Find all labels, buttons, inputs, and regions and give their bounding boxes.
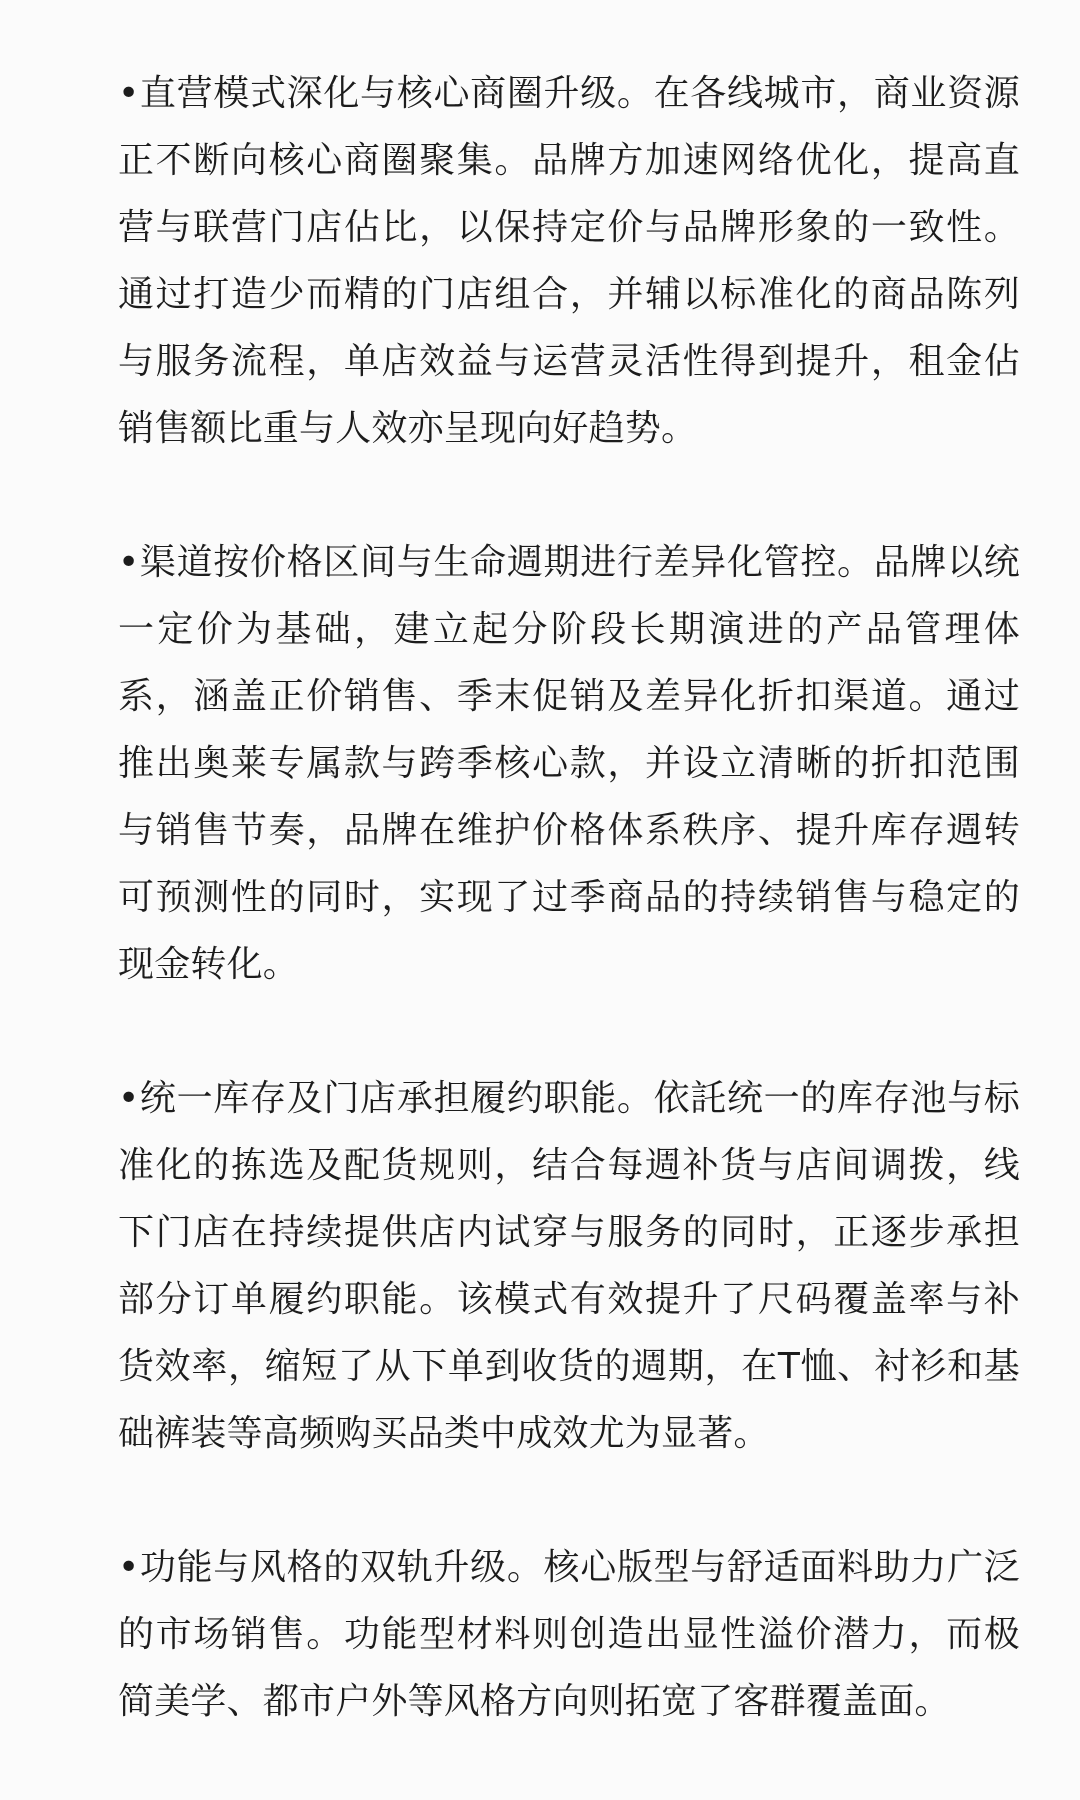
bullet-paragraph-function-style: •功能与风格的双轨升级。核心版型与舒适面料助力广泛的市场销售。功能型材料则创造出显性溢价潜力，而极简美学、都市户外等风格方向则拓宽了客群覆盖面。: [118, 1547, 1020, 1722]
bullet-paragraph-direct-operation: •直营模式深化与核心商圈升级。在各线城市，商业资源正不断向核心商圈聚集。品牌方加速网络优化，提高直营与联营门店佔比，以保持定价与品牌形象的一致性。通过打造少而精的门店组合，并辅以标准化的商品陈列与服务流程，单店效益与运营灵活性得到提升，租金佔销售额比重与人效亦呈现向好趋势。: [118, 73, 1020, 449]
bullet-paragraph-channel-control: •渠道按价格区间与生命週期进行差异化管控。品牌以统一定价为基础，建立起分阶段长期演进的产品管理体系，涵盖正价销售、季末促销及差异化折扣渠道。通过推出奥莱专属款与跨季核心款，并设立清晰的折扣范围与销售节奏，品牌在维护价格体系秩序、提升库存週转可预测性的同时，实现了过季商品的持续销售与稳定的现金转化。: [118, 542, 1020, 985]
bullet-paragraph-unified-inventory: •统一库存及门店承担履约职能。依託统一的库存池与标准化的拣选及配货规则，结合每週补货与店间调拨，线下门店在持续提供店内试穿与服务的同时，正逐步承担部分订单履约职能。该模式有效提升了尺码覆盖率与补货效率，缩短了从下单到收货的週期，在T恤、衬衫和基础裤装等高频购买品类中成效尤为显著。: [118, 1078, 1020, 1454]
